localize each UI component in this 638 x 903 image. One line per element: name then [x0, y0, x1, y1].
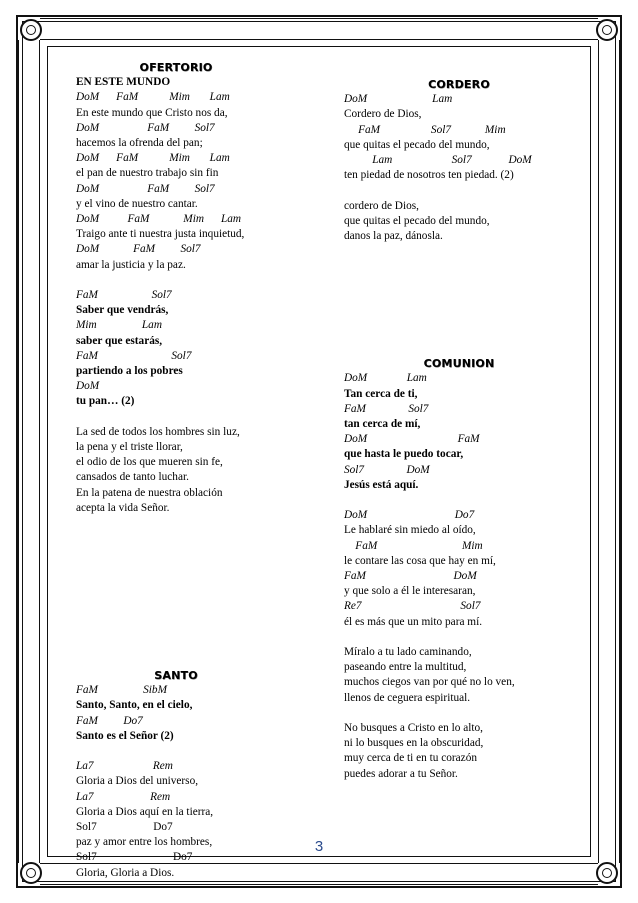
chord-line: Sol7 DoM: [344, 463, 430, 476]
corner-ornament-top-left: [20, 19, 42, 41]
chord-line: Mim Lam: [76, 319, 162, 332]
page-number: 3: [314, 838, 324, 855]
left-column: [76, 60, 276, 881]
ofertorio-subtitle: EN ESTE MUNDO: [76, 76, 171, 89]
comunion-verse-2: [344, 645, 574, 706]
chord-line: FaM Mim: [344, 539, 483, 552]
chord-line: Sol7 Do7: [76, 851, 193, 864]
ofertorio-verse-1: [76, 90, 276, 272]
chord-line: FaM SibM: [76, 684, 167, 697]
lyric-line: No busques a Cristo en lo alto,: [344, 722, 483, 735]
corner-ornament-bottom-right: [596, 862, 618, 884]
lyric-line: cordero de Dios,: [344, 199, 419, 212]
lyric-line: acepta la vida Señor.: [76, 501, 170, 514]
lyric-line: Traigo ante ti nuestra justa inquietud,: [76, 228, 245, 241]
chord-line: DoM FaM Mim Lam: [76, 152, 230, 165]
lyric-line: tan cerca de mí,: [344, 418, 421, 431]
lyric-line: Le hablaré sin miedo al oído,: [344, 524, 476, 537]
lyric-line: Míralo a tu lado caminando,: [344, 646, 472, 659]
lyric-line: y el vino de nuestro cantar.: [76, 197, 198, 210]
chord-line: DoM Lam: [344, 372, 427, 385]
right-column: [344, 77, 574, 782]
lyric-line: le contare las cosa que hay en mí,: [344, 554, 496, 567]
corner-ornament-bottom-left: [20, 862, 42, 884]
ofertorio-chorus: [76, 288, 276, 410]
chord-line: FaM Sol7 Mim: [344, 123, 506, 136]
lyric-line: Gloria, Gloria a Dios.: [76, 866, 175, 879]
lyric-line: tu pan… (2): [76, 395, 135, 408]
page-border-left-band: [18, 40, 40, 863]
comunion-verse-3: [344, 721, 574, 782]
lyric-line: ni lo busques en la obscuridad,: [344, 737, 484, 750]
cordero-verse-2: [344, 199, 574, 245]
lyric-line: muy cerca de ti en tu corazón: [344, 752, 477, 765]
chord-line: La7 Rem: [76, 760, 173, 773]
comunion-verse-1: [344, 508, 574, 630]
chord-line: DoM Do7: [344, 509, 475, 522]
lyric-line: y que solo a él le interesaran,: [344, 585, 476, 598]
chord-line: Sol7 Do7: [76, 821, 173, 834]
lyric-line: puedes adorar a tu Señor.: [344, 767, 458, 780]
comunion-chorus: [344, 371, 574, 493]
chord-line: DoM Lam: [344, 93, 453, 106]
lyric-line: Tan cerca de ti,: [344, 387, 418, 400]
lyric-line: En la patena de nuestra oblación: [76, 486, 223, 499]
lyric-line: Santo, Santo, en el cielo,: [76, 699, 193, 712]
lyric-line: saber que estarás,: [76, 334, 163, 347]
lyric-line: el odio de los que mueren sin fe,: [76, 456, 223, 469]
lyric-line: que hasta le puedo tocar,: [344, 448, 464, 461]
chord-line: DoM FaM Sol7: [76, 243, 201, 256]
corner-ornament-top-right: [596, 19, 618, 41]
chord-line: Lam Sol7 DoM: [344, 154, 532, 167]
chord-line: FaM Sol7: [344, 402, 429, 415]
chord-line: DoM FaM Mim Lam: [76, 91, 230, 104]
lyric-line: partiendo a los pobres: [76, 365, 183, 378]
chord-line: FaM Do7: [76, 714, 143, 727]
santo-chorus: [76, 683, 276, 744]
lyric-line: paseando entre la multitud,: [344, 661, 467, 674]
lyric-line: llenos de ceguera espiritual.: [344, 691, 471, 704]
ofertorio-title: OFERTORIO: [139, 61, 213, 74]
chord-line: DoM FaM Sol7: [76, 121, 215, 134]
page-border-right-band: [598, 40, 620, 863]
lyric-line: cansados de tanto luchar.: [76, 471, 189, 484]
chord-line: DoM: [76, 380, 100, 393]
lyric-line: Gloria a Dios del universo,: [76, 775, 199, 788]
lyric-line: que quitas el pecado del mundo,: [344, 138, 490, 151]
chord-line: DoM FaM Sol7: [76, 182, 215, 195]
lyric-line: paz y amor entre los hombres,: [76, 836, 213, 849]
santo-verse: [76, 759, 276, 881]
chord-line: DoM FaM: [344, 433, 480, 446]
lyric-line: danos la paz, dánosla.: [344, 230, 443, 243]
lyric-line: Gloria a Dios aquí en la tierra,: [76, 805, 214, 818]
lyric-line: hacemos la ofrenda del pan;: [76, 137, 203, 150]
chord-line: Re7 Sol7: [344, 600, 481, 613]
chord-line: La7 Rem: [76, 790, 171, 803]
lyric-line: la pena y el triste llorar,: [76, 441, 183, 454]
comunion-title: COMUNION: [423, 357, 495, 371]
cordero-title: CORDERO: [428, 78, 490, 91]
lyric-line: el pan de nuestro trabajo sin fin: [76, 167, 219, 180]
lyric-line: ten piedad de nosotros ten piedad. (2): [344, 169, 514, 182]
page-border-top-band: [40, 18, 598, 40]
chord-line: FaM DoM: [344, 570, 477, 583]
lyric-line: La sed de todos los hombres sin luz,: [76, 425, 240, 438]
lyric-line: Cordero de Dios,: [344, 108, 422, 121]
lyric-line: Saber que vendrás,: [76, 304, 169, 317]
cordero-verse-1: [344, 92, 574, 183]
lyric-line: Santo es el Señor (2): [76, 729, 174, 742]
lyric-line: Jesús está aquí.: [344, 478, 419, 491]
lyric-line: que quitas el pecado del mundo,: [344, 214, 490, 227]
chord-line: FaM Sol7: [76, 349, 192, 362]
lyric-line: él es más que un mito para mí.: [344, 615, 483, 628]
chord-line: FaM Sol7: [76, 289, 172, 302]
santo-title: SANTO: [154, 669, 198, 683]
ofertorio-verse-2: [76, 425, 276, 516]
lyric-line: muchos ciegos van por qué no lo ven,: [344, 676, 515, 689]
chord-line: DoM FaM Mim Lam: [76, 213, 242, 226]
lyric-line: En este mundo que Cristo nos da,: [76, 106, 228, 119]
lyric-line: amar la justicia y la paz.: [76, 258, 186, 271]
